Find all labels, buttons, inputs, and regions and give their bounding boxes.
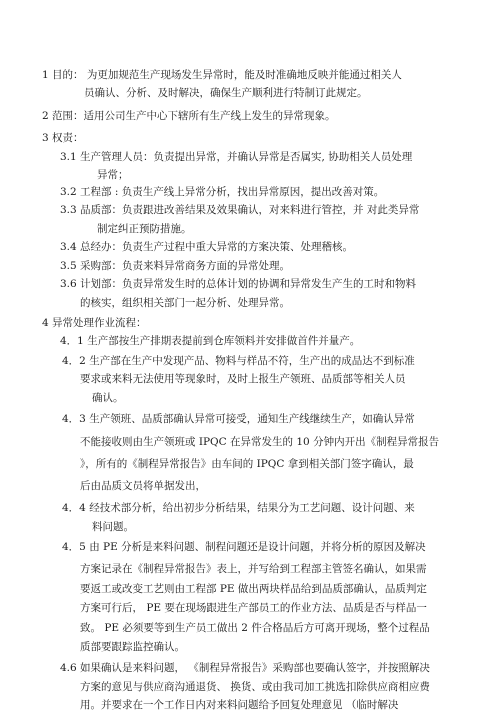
section-3-heading: 3 权责：	[42, 132, 84, 144]
text-line: 员确认、分析、及时解决，确保生产顺利进行特制订此规定。	[84, 87, 368, 99]
text-line: 要求或来料无法使用等现象时，及时上报生产领班、品质部等相关人员	[80, 373, 406, 385]
text-line: 不能接收则由生产领班或 IPQC 在异常发生的 10 分钟内开出《制程异常报告	[80, 436, 440, 448]
text-line: 料问题。	[92, 521, 134, 533]
text-line: 方案可行后， PE 要在现场跟进生产部员工的作业方法、品质是否与样品一	[80, 602, 427, 614]
item-3-6: 3.6 计划部：负责异常发生时的总体计划的协调和异常发生产生的工时和物料	[60, 278, 417, 290]
text-line: 》，所有的《制程异常报告》由车间的 IPQC 拿到相关部门签字确认，最	[80, 458, 414, 470]
item-3-4: 3.4 总经办：负责生产过程中重大异常的方案决策、处理稽核。	[60, 241, 354, 253]
text-line: 制定纠正预防措施。	[97, 223, 192, 235]
item-4-1: 4．1 生产部按生产排期表提前到仓库领料并安排做首件并量产。	[60, 335, 361, 347]
text-line: 异常；	[97, 169, 129, 181]
item-4-3: 4．3 生产领班、品质部确认异常可接受，通知生产线继续生产，如确认异常	[62, 413, 415, 425]
text-line: 确认。	[92, 392, 124, 404]
item-3-3: 3.3 品质部：负责跟进改善结果及效果确认，对来料进行管控，并 对此类异常	[60, 204, 420, 216]
section-4-heading: 4 异常处理作业流程：	[42, 317, 147, 329]
item-4-5: 4．5 由 PE 分析是来料问题、制程问题还是设计问题，并将分析的原因及解决	[62, 541, 426, 553]
text-line: 后由品质文员将单据发出，	[80, 480, 206, 492]
text-line: 质部要跟踪监控确认。	[80, 641, 185, 653]
item-4-4: 4．4 经技术部分析，给出初步分析结果，结果分为工艺问题、设计问题、来	[62, 502, 415, 514]
item-4-2: 4．2 生产部在生产中发现产品、物料与样品不符，生产出的成品达不到标准	[62, 355, 415, 367]
item-3-1: 3.1 生产管理人员：负责提出异常，并确认异常是否属实, 协助相关人员处理	[60, 151, 413, 163]
text-line: 用。并要求在一个工作日内对来料问题给予回复处理意见 （临时解决	[80, 699, 399, 711]
text-line: 方案的意见与供应商沟通退货、 换货、或由我司加工挑选扣除供应商相应费	[80, 681, 430, 693]
text-line: 方案记录在《制程异常报告》表上，并写给到工程部主管签名确认，如果需	[80, 563, 427, 575]
section-2-heading: 2 范围：适用公司生产中心下辖所有生产线上发生的异常现象。	[42, 110, 336, 122]
section-1-heading: 1 目的： 为更加规范生产现场发生异常时，能及时准确地反映并能通过相关人	[42, 69, 402, 81]
item-3-2: 3.2 工程部 : 负责生产线上异常分析，找出异常原因，提出改善对策。	[60, 186, 385, 198]
text-line: 要返工或改变工艺则由工程部 PE 做出两块样品给到品质部确认，品质判定	[80, 583, 427, 595]
text-line: 的核实，组织相关部门一起分析、处理异常。	[80, 297, 290, 309]
item-3-5: 3.5 采购部：负责来料异常商务方面的异常处理。	[60, 260, 291, 272]
text-line: 致。 PE 必须要等到生产员工做出 2 件合格品后方可离开现场，整个过程品	[80, 622, 430, 634]
item-4-6: 4.6 如果确认是来料问题， 《制程异常报告》采购部也要确认签字，并按照解决	[60, 662, 430, 674]
